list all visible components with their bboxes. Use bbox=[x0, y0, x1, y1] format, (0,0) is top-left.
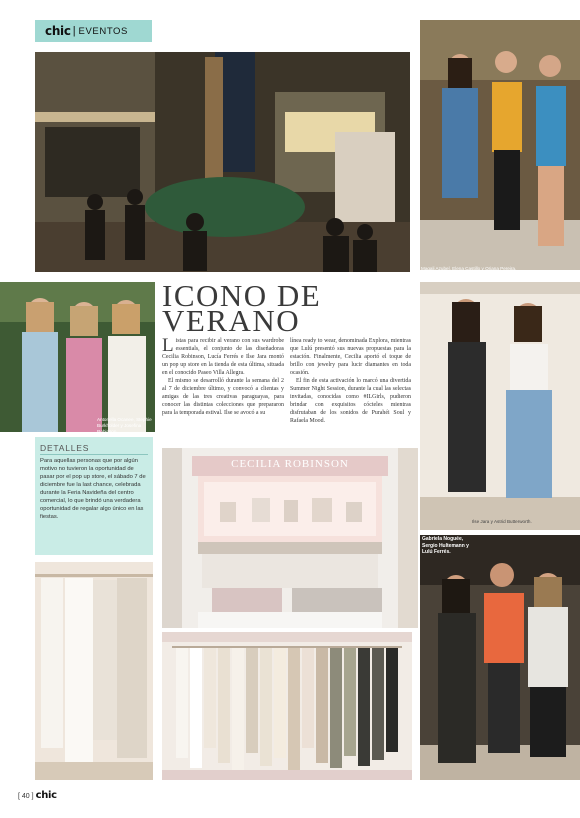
article-column-2 bbox=[290, 337, 411, 426]
photo-three-people-bottom bbox=[420, 535, 580, 780]
photo-clothing-rack-center bbox=[162, 632, 412, 780]
details-heading: DETALLES bbox=[40, 443, 148, 455]
photo-three-women-left bbox=[0, 282, 155, 432]
store-sign-text: CECILIA ROBINSON bbox=[231, 458, 349, 470]
photo-three-women-top bbox=[420, 20, 580, 270]
article-column-1 bbox=[162, 337, 284, 417]
dropcap: L bbox=[162, 335, 174, 356]
article-paragraph-3: línea ready to wear, denominada Explora, mientras que Lulú presentó sus nuevas propuestas para la estación. Finalmente, Cecilia aportó el toque de brillo con jewelry para lucir diamantes en toda ocasión. bbox=[290, 338, 411, 377]
caption-top-right: Magali Azubel, Elena Castillo y Oriana Pereira. bbox=[421, 266, 517, 271]
photo-two-women-right bbox=[420, 282, 580, 530]
page-title bbox=[162, 278, 412, 338]
photo-store-display bbox=[162, 448, 418, 628]
article-paragraph-2: El mismo se desarrolló durante la semana del 2 al 7 de diciembre último, y convocó a clientas y amigas de las tres creativas paraguayas, para conocer las distintas colecciones que prepararon para la temporada estival. Ilse se avocó a su bbox=[162, 378, 284, 417]
section-label: EVENTOS bbox=[78, 25, 128, 37]
footer-brand-logo: chic bbox=[35, 790, 57, 801]
article-paragraph-1: istas para recibir al verano con sus wardrobe essentials, el conjunto de las diseñadoras Cecilia Robinson, Lucía Ferrés e Ilse Jara montó un pop up store en la tienda de esta última, situada en el conocido Paseo Villa Allegra. bbox=[162, 338, 284, 377]
page-footer bbox=[18, 790, 57, 801]
caption-right-mid: Ilse Jara y Astrid Butterworth. bbox=[472, 519, 532, 524]
article-paragraph-4: El fin de esta activación lo marcó una divertida Summer Night Session, durante la cual las selectas invitadas, conocidas como #ILGirls, pudieron brindar con exquisitos cócteles mientras disfrutaban de los sonidos de Purahéi Soul y Rafaela Mood. bbox=[290, 378, 411, 425]
headline-line-2: VERANO bbox=[162, 303, 301, 338]
photo-clothing-rack-left bbox=[35, 562, 153, 780]
tab-separator: | bbox=[72, 25, 76, 37]
caption-bottom-right: Gabriela Noguée, Sergio Hultemann y Lulú Ferrés. bbox=[422, 536, 469, 555]
headline-line-1: ICONO DE bbox=[162, 278, 322, 313]
section-tab bbox=[35, 20, 152, 42]
caption-left-mid: Antonella Ocanee, Stephie Burkholder y Josefina Robinson. bbox=[97, 417, 152, 434]
details-box bbox=[35, 437, 153, 555]
brand-logo: chic bbox=[45, 24, 71, 38]
photo-mall-night bbox=[35, 52, 410, 272]
page-number: [ 40 ] bbox=[18, 793, 34, 800]
details-body: Para aquellas personas que por algún motivo no tuvieron la oportunidad de pasar por el pop up store, el sábado 7 de diciembre fue la last chance, celebrada durante la Feria Navideña del centro comercial, lo que brindó una verdadera oportunidad de regalar algo único en las fiestas. bbox=[40, 458, 146, 520]
